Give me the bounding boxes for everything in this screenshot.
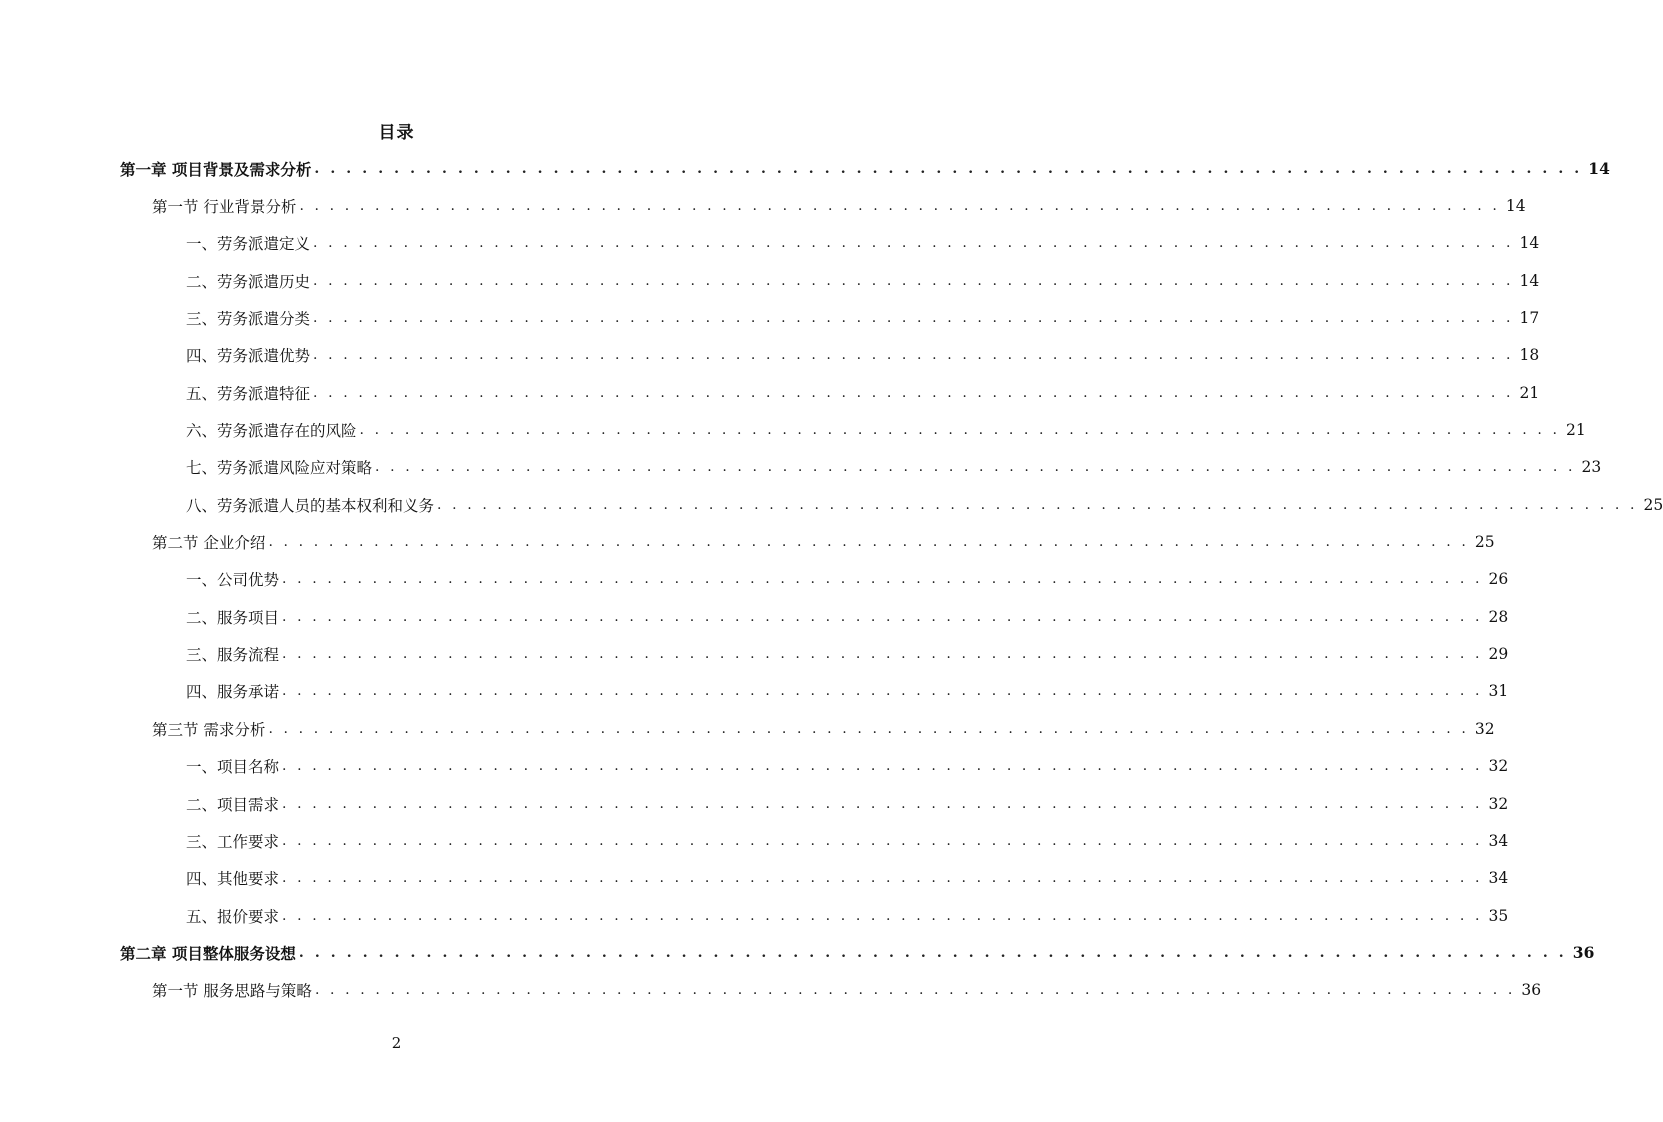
toc-entry-page-number: 14: [1519, 234, 1540, 253]
dot-leader: . . . . . . . . . . . . . . . . . . . . . . . . . . . . . . . . . . . . . . . . . . . . . . . . . . . . . . . . . . . . . . . . . . . . . . . . . . . . . . . .: [314, 160, 1583, 177]
toc-list: [0, 150, 1663, 1009]
toc-item-entry[interactable]: [0, 449, 1602, 486]
toc-entry-page-number: 14: [1519, 271, 1540, 290]
toc-entry-label: 五、劳务派遣特征: [186, 384, 311, 403]
toc-entry-page-number: 28: [1488, 607, 1509, 626]
toc-item-entry[interactable]: [0, 822, 1509, 859]
toc-entry-page-number: 25: [1474, 533, 1495, 552]
toc-entry-label: 三、工作要求: [186, 832, 280, 851]
toc-item-entry[interactable]: [0, 374, 1540, 411]
dot-leader: . . . . . . . . . . . . . . . . . . . . . . . . . . . . . . . . . . . . . . . . . . . . . . . . . . . . . . . . . . . . . . . . . . . . . . . . . . . . . . . .: [375, 459, 1576, 476]
toc-entry-label: 四、其他要求: [186, 870, 280, 889]
toc-entry-label: 四、劳务派遣优势: [186, 347, 311, 366]
toc-item-entry[interactable]: [0, 673, 1509, 710]
toc-entry-page-number: 35: [1488, 906, 1509, 925]
toc-entry-page-number: 29: [1488, 645, 1509, 664]
toc-section-entry[interactable]: [0, 972, 1542, 1009]
toc-entry-page-number: 18: [1519, 346, 1540, 365]
dot-leader: . . . . . . . . . . . . . . . . . . . . . . . . . . . . . . . . . . . . . . . . . . . . . . . . . . . . . . . . . . . . . . . . . . . . . . . . . . . . . . . .: [313, 272, 1514, 289]
toc-entry-page-number: 23: [1581, 458, 1602, 477]
dot-leader: . . . . . . . . . . . . . . . . . . . . . . . . . . . . . . . . . . . . . . . . . . . . . . . . . . . . . . . . . . . . . . . . . . . . . . . . . . . . . . . .: [268, 534, 1469, 551]
toc-entry-page-number: 32: [1488, 757, 1509, 776]
toc-entry-page-number: 36: [1521, 981, 1542, 1000]
toc-entry-label: 第三节 需求分析: [152, 720, 266, 739]
toc-entry-label: 五、报价要求: [186, 907, 280, 926]
toc-item-entry[interactable]: [0, 897, 1509, 934]
toc-entry-page-number: 14: [1588, 159, 1610, 179]
toc-item-entry[interactable]: [0, 635, 1509, 672]
toc-entry-page-number: 31: [1488, 682, 1509, 701]
dot-leader: . . . . . . . . . . . . . . . . . . . . . . . . . . . . . . . . . . . . . . . . . . . . . . . . . . . . . . . . . . . . . . . . . . . . . . . . . . . . . . . .: [268, 720, 1469, 737]
toc-item-entry[interactable]: [0, 860, 1509, 897]
toc-entry-page-number: 21: [1566, 421, 1586, 440]
page-number: 2: [391, 1034, 402, 1052]
toc-entry-label: 第一节 行业背景分析: [152, 198, 297, 217]
dot-leader: . . . . . . . . . . . . . . . . . . . . . . . . . . . . . . . . . . . . . . . . . . . . . . . . . . . . . . . . . . . . . . . . . . . . . . . . . . . . . . . .: [298, 944, 1567, 961]
dot-leader: . . . . . . . . . . . . . . . . . . . . . . . . . . . . . . . . . . . . . . . . . . . . . . . . . . . . . . . . . . . . . . . . . . . . . . . . . . . . . . . .: [282, 608, 1483, 625]
toc-entry-label: 第一章 项目背景及需求分析: [120, 159, 312, 179]
toc-item-entry[interactable]: [0, 598, 1509, 635]
toc-entry-label: 四、服务承诺: [186, 683, 280, 702]
toc-item-entry[interactable]: [0, 561, 1509, 598]
dot-leader: . . . . . . . . . . . . . . . . . . . . . . . . . . . . . . . . . . . . . . . . . . . . . . . . . . . . . . . . . . . . . . . . . . . . . . . . . . . . . . . .: [282, 870, 1483, 887]
toc-section-entry[interactable]: [0, 710, 1495, 747]
dot-leader: . . . . . . . . . . . . . . . . . . . . . . . . . . . . . . . . . . . . . . . . . . . . . . . . . . . . . . . . . . . . . . . . . . . . . . . . . . . . . . . .: [313, 347, 1514, 364]
toc-entry-label: 六、劳务派遣存在的风险: [186, 422, 357, 441]
dot-leader: . . . . . . . . . . . . . . . . . . . . . . . . . . . . . . . . . . . . . . . . . . . . . . . . . . . . . . . . . . . . . . . . . . . . . . . . . . . . . . . .: [282, 832, 1483, 849]
toc-entry-label: 二、服务项目: [186, 608, 280, 627]
toc-section-entry[interactable]: [0, 187, 1526, 224]
dot-leader: . . . . . . . . . . . . . . . . . . . . . . . . . . . . . . . . . . . . . . . . . . . . . . . . . . . . . . . . . . . . . . . . . . . . . . . . . . . . . . . .: [282, 795, 1483, 812]
toc-entry-page-number: 21: [1519, 383, 1540, 402]
toc-title: 目录: [378, 123, 415, 143]
toc-entry-label: 八、劳务派遣人员的基本权利和义务: [186, 496, 435, 515]
dot-leader: . . . . . . . . . . . . . . . . . . . . . . . . . . . . . . . . . . . . . . . . . . . . . . . . . . . . . . . . . . . . . . . . . . . . . . . . . . . . . . . .: [282, 907, 1483, 924]
toc-item-entry[interactable]: [0, 486, 1663, 523]
toc-entry-label: 二、劳务派遣历史: [186, 272, 311, 291]
toc-chapter-entry[interactable]: [0, 934, 1595, 971]
toc-entry-page-number: 34: [1488, 869, 1509, 888]
toc-entry-page-number: 32: [1474, 719, 1495, 738]
toc-entry-page-number: 25: [1643, 495, 1663, 514]
toc-entry-label: 一、劳务派遣定义: [186, 235, 311, 254]
toc-entry-page-number: 14: [1505, 197, 1526, 216]
dot-leader: . . . . . . . . . . . . . . . . . . . . . . . . . . . . . . . . . . . . . . . . . . . . . . . . . . . . . . . . . . . . . . . . . . . . . . . . . . . . . . . .: [314, 982, 1516, 999]
dot-leader: . . . . . . . . . . . . . . . . . . . . . . . . . . . . . . . . . . . . . . . . . . . . . . . . . . . . . . . . . . . . . . . . . . . . . . . . . . . . . . . .: [282, 758, 1483, 775]
toc-entry-label: 一、公司优势: [186, 571, 280, 590]
toc-entry-label: 二、项目需求: [186, 795, 280, 814]
dot-leader: . . . . . . . . . . . . . . . . . . . . . . . . . . . . . . . . . . . . . . . . . . . . . . . . . . . . . . . . . . . . . . . . . . . . . . . . . . . . . . . .: [299, 198, 1500, 215]
dot-leader: . . . . . . . . . . . . . . . . . . . . . . . . . . . . . . . . . . . . . . . . . . . . . . . . . . . . . . . . . . . . . . . . . . . . . . . . . . . . . . . .: [282, 571, 1483, 588]
toc-entry-label: 七、劳务派遣风险应对策略: [186, 459, 373, 478]
toc-entry-page-number: 32: [1488, 794, 1509, 813]
toc-entry-page-number: 26: [1488, 570, 1509, 589]
toc-entry-label: 第二章 项目整体服务设想: [120, 943, 296, 963]
toc-item-entry[interactable]: [0, 299, 1540, 336]
dot-leader: . . . . . . . . . . . . . . . . . . . . . . . . . . . . . . . . . . . . . . . . . . . . . . . . . . . . . . . . . . . . . . . . . . . . . . . . . . . . . . . .: [282, 646, 1483, 663]
toc-item-entry[interactable]: [0, 262, 1540, 299]
toc-item-entry[interactable]: [0, 225, 1540, 262]
toc-entry-label: 三、服务流程: [186, 646, 280, 665]
toc-entry-label: 一、项目名称: [186, 758, 280, 777]
toc-entry-label: 第一节 服务思路与策略: [152, 982, 312, 1001]
toc-entry-label: 三、劳务派遣分类: [186, 310, 311, 329]
toc-section-entry[interactable]: [0, 523, 1495, 560]
toc-item-entry[interactable]: [0, 337, 1540, 374]
dot-leader: . . . . . . . . . . . . . . . . . . . . . . . . . . . . . . . . . . . . . . . . . . . . . . . . . . . . . . . . . . . . . . . . . . . . . . . . . . . . . . . .: [282, 683, 1483, 700]
toc-entry-label: 第二节 企业介绍: [152, 534, 266, 553]
toc-item-entry[interactable]: [0, 411, 1586, 448]
dot-leader: . . . . . . . . . . . . . . . . . . . . . . . . . . . . . . . . . . . . . . . . . . . . . . . . . . . . . . . . . . . . . . . . . . . . . . . . . . . . . . . .: [359, 422, 1560, 439]
toc-chapter-entry[interactable]: [0, 150, 1610, 187]
toc-entry-page-number: 34: [1488, 831, 1509, 850]
toc-item-entry[interactable]: [0, 785, 1509, 822]
toc-entry-page-number: 36: [1572, 943, 1595, 963]
toc-item-entry[interactable]: [0, 748, 1509, 785]
dot-leader: . . . . . . . . . . . . . . . . . . . . . . . . . . . . . . . . . . . . . . . . . . . . . . . . . . . . . . . . . . . . . . . . . . . . . . . . . . . . . . . .: [313, 235, 1514, 252]
dot-leader: . . . . . . . . . . . . . . . . . . . . . . . . . . . . . . . . . . . . . . . . . . . . . . . . . . . . . . . . . . . . . . . . . . . . . . . . . . . . . . . .: [437, 496, 1638, 513]
dot-leader: . . . . . . . . . . . . . . . . . . . . . . . . . . . . . . . . . . . . . . . . . . . . . . . . . . . . . . . . . . . . . . . . . . . . . . . . . . . . . . . .: [313, 310, 1514, 327]
dot-leader: . . . . . . . . . . . . . . . . . . . . . . . . . . . . . . . . . . . . . . . . . . . . . . . . . . . . . . . . . . . . . . . . . . . . . . . . . . . . . . . .: [313, 384, 1514, 401]
toc-entry-page-number: 17: [1519, 309, 1540, 328]
